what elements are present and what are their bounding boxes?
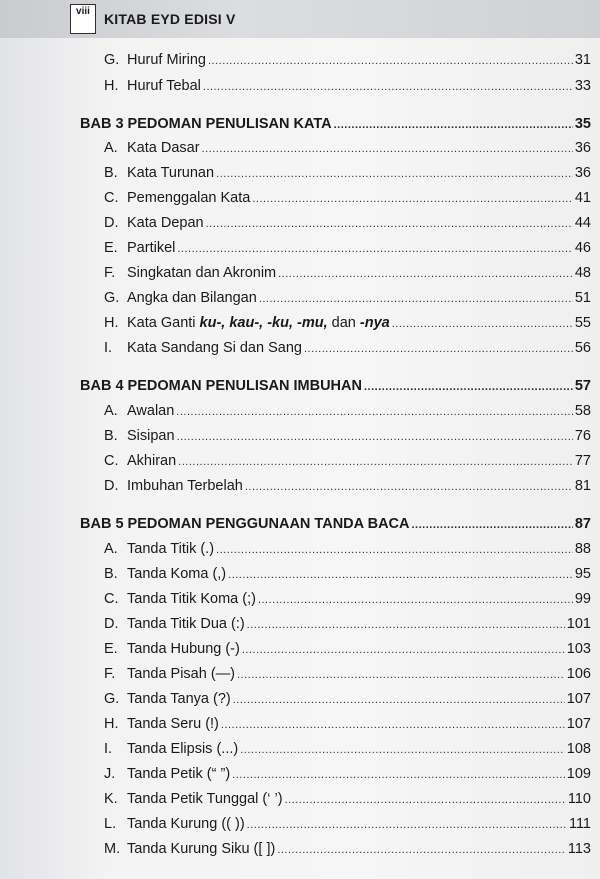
toc-item-title: Tanda Titik Koma (;) bbox=[127, 591, 256, 607]
toc-item-title-emphasis: ku-, kau-, -ku, -mu, bbox=[199, 315, 328, 331]
toc-item-letter: H. bbox=[104, 315, 119, 331]
toc-item-title: Huruf Miring bbox=[127, 52, 206, 68]
toc-item[interactable] bbox=[104, 290, 591, 306]
toc-item-page-number: 101 bbox=[566, 616, 591, 632]
page-number: viii bbox=[76, 6, 90, 17]
toc-item-title: Tanda Petik Tunggal (‘ ’) bbox=[127, 791, 283, 807]
toc-item-page-number: 31 bbox=[574, 52, 591, 68]
toc-item-letter: J. bbox=[104, 766, 116, 782]
dot-leader bbox=[245, 481, 573, 493]
toc-item-page-number: 113 bbox=[567, 841, 591, 857]
toc-item[interactable] bbox=[104, 741, 591, 757]
toc-item-title: Tanda Hubung (-) bbox=[127, 641, 240, 657]
toc-item[interactable] bbox=[104, 52, 591, 68]
dot-leader bbox=[259, 293, 573, 305]
toc-item-page-number: 106 bbox=[566, 666, 591, 682]
toc-item-title: Tanda Titik Dua (:) bbox=[127, 616, 245, 632]
dot-leader bbox=[285, 794, 566, 806]
dot-leader bbox=[278, 268, 573, 280]
toc-item-page-number: 95 bbox=[574, 566, 591, 582]
chapter-entry[interactable] bbox=[80, 378, 591, 394]
toc-item-page-number: 76 bbox=[574, 428, 591, 444]
dot-leader bbox=[206, 218, 573, 230]
toc-item-page-number: 109 bbox=[566, 766, 591, 782]
dot-leader bbox=[237, 669, 565, 681]
dot-leader bbox=[277, 844, 566, 856]
toc-item-page-number: 88 bbox=[574, 541, 591, 557]
toc-item[interactable] bbox=[104, 716, 591, 732]
toc-item[interactable] bbox=[104, 541, 591, 557]
toc-item-title: Tanda Tanya (?) bbox=[127, 691, 231, 707]
toc-item[interactable] bbox=[104, 478, 591, 494]
chapter-entry[interactable] bbox=[80, 516, 591, 532]
toc-item-page-number: 103 bbox=[566, 641, 591, 657]
toc-item-letter: G. bbox=[104, 691, 120, 707]
dot-leader bbox=[233, 694, 565, 706]
dot-leader bbox=[247, 819, 567, 831]
toc-item-letter: D. bbox=[104, 478, 119, 494]
toc-item-page-number: 36 bbox=[574, 140, 591, 156]
toc-item-page-number: 51 bbox=[574, 290, 591, 306]
toc-item[interactable] bbox=[104, 403, 591, 419]
toc-item-letter: C. bbox=[104, 453, 119, 469]
toc-item-letter: A. bbox=[104, 541, 118, 557]
toc-item[interactable] bbox=[104, 666, 591, 682]
toc-item-page-number: 81 bbox=[574, 478, 591, 494]
toc-item-title: Sisipan bbox=[127, 428, 175, 444]
dot-leader bbox=[221, 719, 565, 731]
toc-item[interactable] bbox=[104, 691, 591, 707]
toc-item[interactable] bbox=[104, 591, 591, 607]
toc-item[interactable] bbox=[104, 641, 591, 657]
dot-leader bbox=[177, 243, 573, 255]
dot-leader bbox=[203, 81, 573, 93]
toc-item-title: Tanda Kurung Siku ([ ]) bbox=[127, 841, 276, 857]
running-title: KITAB EYD EDISI V bbox=[104, 11, 236, 27]
toc-item-letter: F. bbox=[104, 666, 116, 682]
toc-item-letter: B. bbox=[104, 428, 118, 444]
toc-item-title: Angka dan Bilangan bbox=[127, 290, 257, 306]
toc-item-title: Akhiran bbox=[127, 453, 177, 469]
toc-item[interactable] bbox=[104, 240, 591, 256]
toc-item-page-number: 33 bbox=[574, 78, 591, 94]
dot-leader bbox=[247, 619, 565, 631]
chapter-title: BAB 3 PEDOMAN PENULISAN KATA bbox=[80, 116, 332, 132]
dot-leader bbox=[392, 318, 573, 330]
toc-item[interactable] bbox=[104, 816, 591, 832]
toc-item-title: Tanda Pisah (—) bbox=[127, 666, 235, 682]
toc-item-letter: I. bbox=[104, 340, 113, 356]
toc-item-letter: A. bbox=[104, 140, 118, 156]
dot-leader bbox=[178, 456, 573, 468]
dot-leader bbox=[258, 594, 573, 606]
toc-item-letter: C. bbox=[104, 190, 119, 206]
toc-item-letter: G. bbox=[104, 52, 120, 68]
dot-leader bbox=[216, 544, 573, 556]
toc-item-page-number: 58 bbox=[574, 403, 591, 419]
dot-leader bbox=[252, 193, 573, 205]
toc-item-letter: D. bbox=[104, 215, 119, 231]
toc-item[interactable] bbox=[104, 140, 591, 156]
toc-item-page-number: 56 bbox=[574, 340, 591, 356]
toc-item-letter: C. bbox=[104, 591, 119, 607]
toc-item-title: Tanda Elipsis (...) bbox=[127, 741, 239, 757]
toc-item-letter: B. bbox=[104, 165, 118, 181]
toc-item-page-number: 46 bbox=[574, 240, 591, 256]
toc-item-title: Tanda Seru (!) bbox=[127, 716, 219, 732]
toc-item[interactable] bbox=[104, 428, 591, 444]
toc-item-letter: K. bbox=[104, 791, 118, 807]
toc-item-title: Kata Dasar bbox=[127, 140, 200, 156]
toc-item[interactable] bbox=[104, 165, 591, 181]
toc-item-page-number: 55 bbox=[574, 315, 591, 331]
chapter-page-number: 57 bbox=[574, 378, 591, 394]
dot-leader bbox=[202, 143, 573, 155]
toc-item-title-part: Kata Ganti bbox=[127, 315, 200, 331]
toc-item-title: Kata Depan bbox=[127, 215, 204, 231]
toc-item-page-number: 107 bbox=[566, 716, 591, 732]
chapter-entry[interactable] bbox=[80, 116, 591, 132]
page-number-box bbox=[70, 4, 96, 34]
toc-item-title: Huruf Tebal bbox=[127, 78, 201, 94]
toc-item[interactable] bbox=[104, 78, 591, 94]
dot-leader bbox=[228, 569, 573, 581]
dot-leader bbox=[240, 744, 565, 756]
toc-item-title-emphasis: -nya bbox=[359, 315, 390, 331]
toc-item[interactable] bbox=[104, 841, 591, 857]
toc-item[interactable] bbox=[104, 190, 591, 206]
toc-item-page-number: 111 bbox=[568, 816, 591, 832]
dot-leader bbox=[177, 431, 573, 443]
chapter-title: BAB 4 PEDOMAN PENULISAN IMBUHAN bbox=[80, 378, 362, 394]
toc-item-letter: B. bbox=[104, 566, 118, 582]
dot-leader bbox=[208, 55, 573, 67]
toc-item-page-number: 48 bbox=[574, 265, 591, 281]
toc-item-letter: L. bbox=[104, 816, 117, 832]
toc-item-page-number: 44 bbox=[574, 215, 591, 231]
toc-item[interactable] bbox=[104, 791, 591, 807]
toc-item-title: Kata Turunan bbox=[127, 165, 215, 181]
page-header bbox=[0, 0, 600, 38]
toc-item[interactable] bbox=[104, 616, 591, 632]
dot-leader bbox=[411, 519, 572, 531]
toc-item-letter: M. bbox=[104, 841, 121, 857]
dot-leader bbox=[232, 769, 565, 781]
dot-leader bbox=[242, 644, 565, 656]
toc-item-title: Tanda Titik (.) bbox=[127, 541, 215, 557]
toc-item-letter: G. bbox=[104, 290, 120, 306]
toc-item-letter: H. bbox=[104, 78, 119, 94]
chapter-page-number: 87 bbox=[574, 516, 591, 532]
chapter-page-number: 35 bbox=[574, 116, 591, 132]
toc-item-title: Tanda Kurung (( )) bbox=[127, 816, 245, 832]
toc-item-title: Imbuhan Terbelah bbox=[127, 478, 243, 494]
toc-item-page-number: 77 bbox=[574, 453, 591, 469]
toc-item-title: Pemenggalan Kata bbox=[127, 190, 251, 206]
dot-leader bbox=[334, 119, 573, 131]
toc-item-title: Awalan bbox=[127, 403, 175, 419]
toc-item-title-part: dan bbox=[327, 315, 360, 331]
toc-item-title: Tanda Petik (“ ”) bbox=[127, 766, 231, 782]
toc-item-title: Singkatan dan Akronim bbox=[127, 265, 277, 281]
chapter-title: BAB 5 PEDOMAN PENGGUNAAN TANDA BACA bbox=[80, 516, 410, 532]
toc-item-letter: E. bbox=[104, 641, 118, 657]
toc-item[interactable] bbox=[104, 265, 591, 281]
toc-item[interactable] bbox=[104, 315, 591, 331]
toc-item-page-number: 110 bbox=[567, 791, 591, 807]
dot-leader bbox=[216, 168, 573, 180]
toc-item-letter: D. bbox=[104, 616, 119, 632]
toc-item-letter: H. bbox=[104, 716, 119, 732]
toc-item-page-number: 36 bbox=[574, 165, 591, 181]
toc-item[interactable] bbox=[104, 766, 591, 782]
toc-item-title: Partikel bbox=[127, 240, 176, 256]
toc-item-letter: E. bbox=[104, 240, 118, 256]
toc-item-title bbox=[127, 315, 390, 331]
toc-item[interactable] bbox=[104, 566, 591, 582]
toc-item[interactable] bbox=[104, 215, 591, 231]
toc-item-page-number: 99 bbox=[574, 591, 591, 607]
toc-item-letter: I. bbox=[104, 741, 113, 757]
dot-leader bbox=[304, 343, 573, 355]
toc-item-title: Tanda Koma (,) bbox=[127, 566, 227, 582]
dot-leader bbox=[364, 381, 573, 393]
dot-leader bbox=[176, 406, 573, 418]
toc-item[interactable] bbox=[104, 340, 591, 356]
toc-item-title: Kata Sandang Si dan Sang bbox=[127, 340, 302, 356]
toc-item-page-number: 108 bbox=[566, 741, 591, 757]
toc-item-letter: F. bbox=[104, 265, 116, 281]
toc-item[interactable] bbox=[104, 453, 591, 469]
toc-item-page-number: 41 bbox=[574, 190, 591, 206]
toc-item-letter: A. bbox=[104, 403, 118, 419]
toc-item-page-number: 107 bbox=[566, 691, 591, 707]
